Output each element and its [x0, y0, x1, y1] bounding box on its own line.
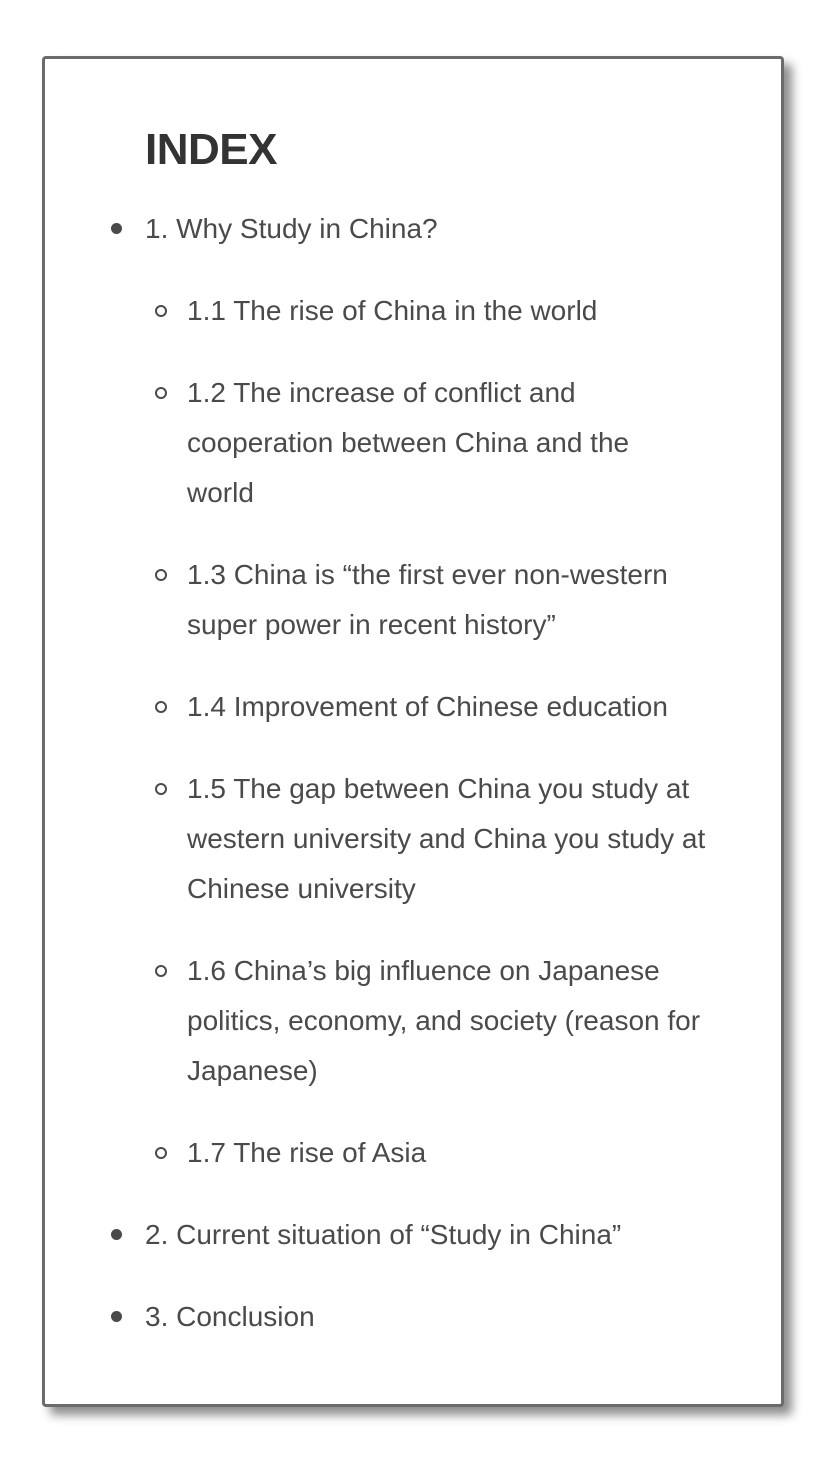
- bullet-circle-icon: [155, 305, 167, 317]
- bullet-dot-icon: [111, 1229, 122, 1240]
- list-item-1: 1. Why Study in China?: [145, 213, 438, 244]
- bullet-circle-icon: [155, 1147, 167, 1159]
- bullet-circle-icon: [155, 387, 167, 399]
- list-item-1-4: 1.4 Improvement of Chinese education: [187, 691, 668, 722]
- list-item-1-7: 1.7 The rise of Asia: [187, 1137, 427, 1168]
- list-item-1-1: 1.1 The rise of China in the world: [187, 295, 598, 326]
- index-card: [42, 56, 784, 1407]
- bullet-circle-icon: [155, 569, 167, 581]
- bullet-circle-icon: [155, 965, 167, 977]
- index-title: INDEX: [145, 125, 277, 174]
- bullet-circle-icon: [155, 701, 167, 713]
- list-item-2: 2. Current situation of “Study in China”: [145, 1219, 622, 1250]
- bullet-dot-icon: [111, 223, 122, 234]
- list-item-1-6: 1.6 China’s big influence on Japanese politics, economy, and society (reason for Japanese): [187, 955, 701, 1086]
- list-item-3: 3. Conclusion: [145, 1301, 315, 1332]
- bullet-circle-icon: [155, 783, 167, 795]
- list-item-1-5: 1.5 The gap between China you study at western university and China you study at Chinese university: [187, 773, 706, 904]
- bullet-dot-icon: [111, 1311, 122, 1322]
- list-item-1-3: 1.3 China is “the first ever non-western super power in recent history”: [187, 559, 668, 640]
- list-item-1-2: 1.2 The increase of conflict and cooperation between China and the world: [187, 377, 630, 508]
